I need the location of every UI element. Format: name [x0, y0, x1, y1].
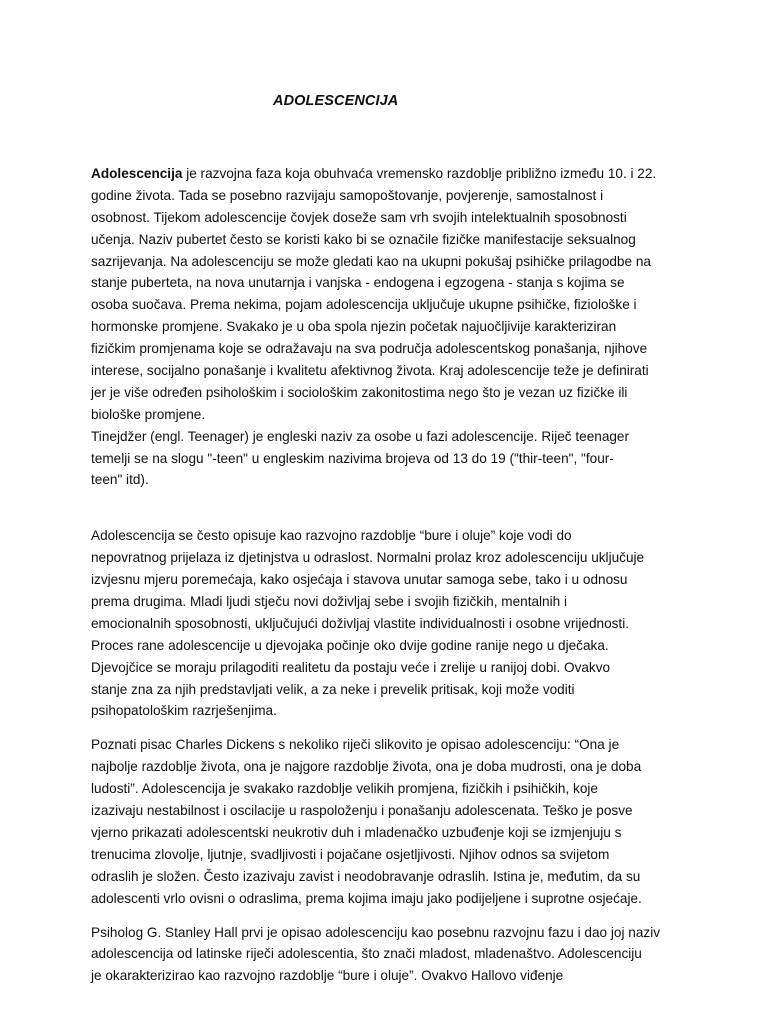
- document-body: [91, 163, 681, 987]
- paragraph-line: sazrijevanja. Na adolescenciju se može gledati kao na ukupni pokušaj psihičke prilagodbe na: [91, 253, 651, 269]
- paragraph-line: hormonske promjene. Svakako je u oba spola njezin početak najuočljivije karakteriziran: [91, 319, 617, 335]
- paragraph-line: teen" itd).: [91, 472, 149, 488]
- document-title: ADOLESCENCIJA: [273, 93, 399, 109]
- paragraph-line: biološke promjene.: [91, 406, 206, 422]
- paragraph-line: najbolje razdoblje života, ona je najgore razdoblje života, ona je doba mudrosti, ona je doba: [91, 759, 642, 775]
- paragraph-line: godine života. Tada se posebno razvijaju samopoštovanje, povjerenje, samostalnost i: [91, 187, 604, 203]
- paragraph-line: emocionalnih sposobnosti, uključujući doživljaj vlastite individualnosti i osobne vrijednosti.: [91, 615, 630, 631]
- paragraph-line: osoba suočava. Prema nekima, pojam adolescencija uključuje ukupne psihičke, fiziološke i: [91, 297, 637, 313]
- paragraph-storm-and-stress: [91, 525, 681, 722]
- paragraph-line: fizičkim promjenama koje se odražavaju na sva područja adolescentskog ponašanja, njihove: [91, 341, 648, 357]
- paragraph-line: [91, 163, 681, 185]
- paragraph-dickens-quote: [91, 734, 681, 909]
- line-text: je razvojna faza koja obuhvaća vremensko razdoblje približno između 10. i 22.: [182, 166, 657, 181]
- paragraph-line: učenja. Naziv pubertet često se koristi kako bi se označile fizičke manifestacije seksualnog: [91, 231, 636, 247]
- paragraph-line: adolescenti vrlo ovisni o odraslima, prema kojima imaju jako podijeljene i suprotne osjećaje.: [91, 890, 642, 906]
- paragraph-stanley-hall: [91, 922, 681, 988]
- paragraph-line: interese, socijalno ponašanje i kvalitetu afektivnog života. Kraj adolescencije teže je definirati: [91, 363, 649, 379]
- paragraph-line: Proces rane adolescencije u djevojaka počinje oko dvije godine ranije nego u dječaka.: [91, 637, 609, 653]
- paragraph-spacer: [91, 491, 681, 525]
- paragraph-line: izazivaju nestabilnost i oscilacije u raspoloženju i ponašanju adolescenata. Teško je posve: [91, 803, 633, 819]
- paragraph-line: adolescencija od latinske riječi adolescentia, što znači mladost, mladenaštvo. Adolescenciju: [91, 946, 642, 962]
- bold-term: Adolescencija: [91, 166, 183, 181]
- paragraph-line: je okarakterizirao kao razvojno razdoblje “bure i oluje”. Ovakvo Hallovo viđenje: [91, 968, 564, 984]
- paragraph-line: stanje zna za njih predstavljati velik, a za neke i prevelik pritisak, koji može voditi: [91, 681, 575, 697]
- paragraph-line: Tinejdžer (engl. Teenager) je engleski naziv za osobe u fazi adolescencije. Riječ teenager: [91, 428, 630, 444]
- paragraph-line: temelji se na slogu "-teen" u engleskim nazivima brojeva od 13 do 19 ("thir-teen", "four-: [91, 450, 614, 466]
- paragraph-line: vjerno prikazati adolescentski neukrotiv duh i mladenačko uzbuđenje koji se izmjenjuju s: [91, 824, 622, 840]
- paragraph-line: nepovratnog prijelaza iz djetinjstva u odraslost. Normalni prolaz kroz adolescenciju uključuje: [91, 550, 645, 566]
- paragraph-line: izvjesnu mjeru poremećaja, kako osjećaja i stavova unutar samoga sebe, tako i u odnosu: [91, 572, 628, 588]
- paragraph-line: osobnost. Tijekom adolescencije čovjek doseže sam vrh svojih intelektualnih sposobnosti: [91, 209, 627, 225]
- paragraph-line: jer je više određen psihološkim i sociološkim zakonitostima nego što je vezan uz fizičke ili: [91, 384, 628, 400]
- paragraph-line: trenucima zlovolje, ljutnje, svadljivosti i pojačane osjetljivosti. Njihov odnos sa svijetom: [91, 846, 610, 862]
- paragraph-spacer: [91, 910, 681, 922]
- paragraph-line: stanje puberteta, na nova unutarnja i vanjska - endogena i egzogena - stanja s kojima se: [91, 275, 625, 291]
- paragraph-adolescence-definition: [91, 163, 681, 426]
- paragraph-line: Poznati pisac Charles Dickens s nekoliko riječi slikovito je opisao adolescenciju: “Ona je: [91, 737, 620, 753]
- paragraph-teenager: [91, 426, 681, 492]
- paragraph-line: Djevojčice se moraju prilagoditi realitetu da postaju veće i zrelije u ranijoj dobi. Ovakvo: [91, 659, 611, 675]
- paragraph-line: prema drugima. Mladi ljudi stječu novi doživljaj sebe i svojih fizičkih, mentalnih i: [91, 594, 567, 610]
- paragraph-line: ludosti”. Adolescencija je svakako razdoblje velikih promjena, fizičkih i psihičkih, koje: [91, 781, 598, 797]
- paragraph-line: Adolescencija se često opisuje kao razvojno razdoblje “bure i oluje” koje vodi do: [91, 528, 572, 544]
- paragraph-line: odraslih je složen. Često izazivaju zavist i neodobravanje odraslih. Istina je, međutim, da su: [91, 868, 641, 884]
- paragraph-line: psihopatološkim razrješenjima.: [91, 703, 277, 719]
- paragraph-line: Psiholog G. Stanley Hall prvi je opisao adolescenciju kao posebnu razvojnu fazu i dao joj naziv: [91, 924, 661, 940]
- paragraph-spacer: [91, 722, 681, 734]
